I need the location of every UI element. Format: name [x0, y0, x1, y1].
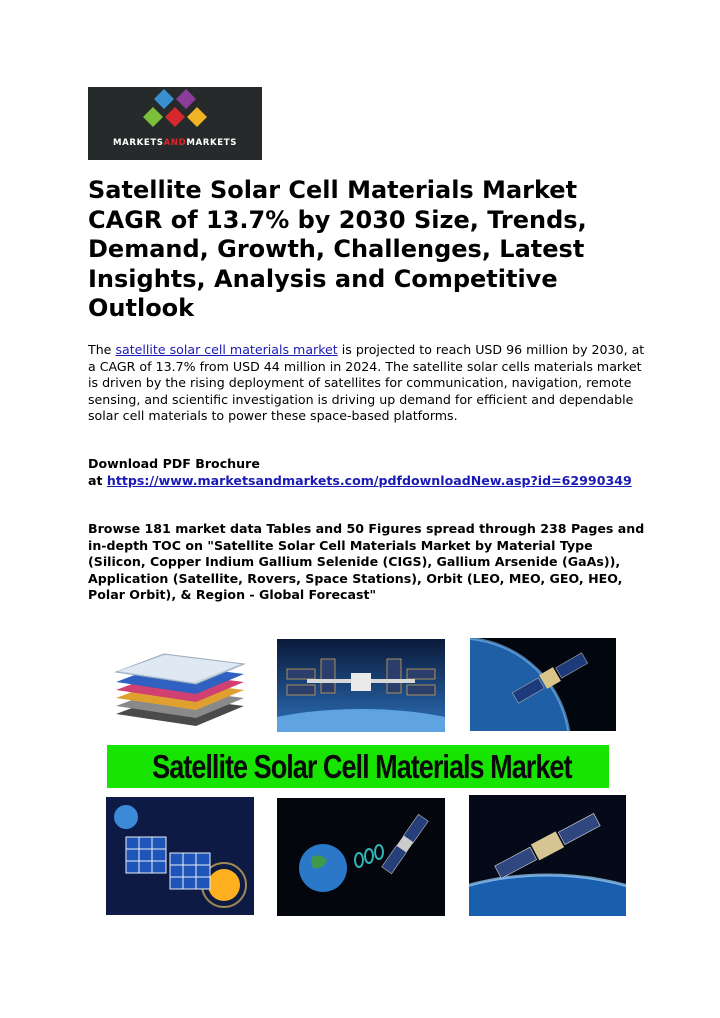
satellite-horizon-image [469, 795, 626, 916]
download-label: Download PDF Brochure [88, 456, 260, 471]
satellite-beam-image [277, 798, 445, 916]
satellite-earth-image [470, 638, 616, 731]
logo-wordmark: MARKETSANDMARKETS [113, 138, 237, 148]
logo-diamonds-icon [88, 87, 262, 160]
intro-paragraph: The satellite solar cell materials market is projected to reach USD 96 million by 2030, at a CAGR of 13.7% from USD 44 million in 2024. The satellite solar cells materials market is driven by the rising deployment of satellites for communication, navigation, remote sensing, and scientific investigation is driving up demand for efficient and dependable solar cell materials to power these space-based platforms. [88, 342, 645, 424]
article-title: Satellite Solar Cell Materials Market CAGR of 13.7% by 2030 Size, Trends, Demand, Growth, Challenges, Latest Insights, Analysis and Competitive Outlook [88, 176, 587, 323]
browse-paragraph: Browse 181 market data Tables and 50 Figures spread through 238 Pages and in-depth TOC on "Satellite Solar Cell Materials Market by Material Type (Silicon, Copper Indium Gallium Selenide (CIGS), Gallium Arsenide (GaAs)), Application (Satellite, Rovers, Space Stations), Orbit (LEO, MEO, GEO, HEO, Polar Orbit), & Region - Global Forecast" [88, 521, 645, 603]
banner-text: Satellite Solar Cell Materials Market [152, 748, 572, 785]
space-station-image [277, 639, 445, 732]
download-brochure: Download PDF Brochure at https://www.marketsandmarkets.com/pdfdownloadNew.asp?id=62990349 [88, 456, 632, 488]
marketsandmarkets-logo [88, 87, 262, 160]
market-link[interactable]: satellite solar cell materials market [115, 342, 338, 357]
solar-cell-layers-image [104, 640, 252, 734]
collage-banner [107, 745, 609, 788]
pdf-download-link[interactable]: https://www.marketsandmarkets.com/pdfdownloadNew.asp?id=62990349 [106, 472, 632, 488]
solar-panel-illustration-image [106, 797, 254, 915]
